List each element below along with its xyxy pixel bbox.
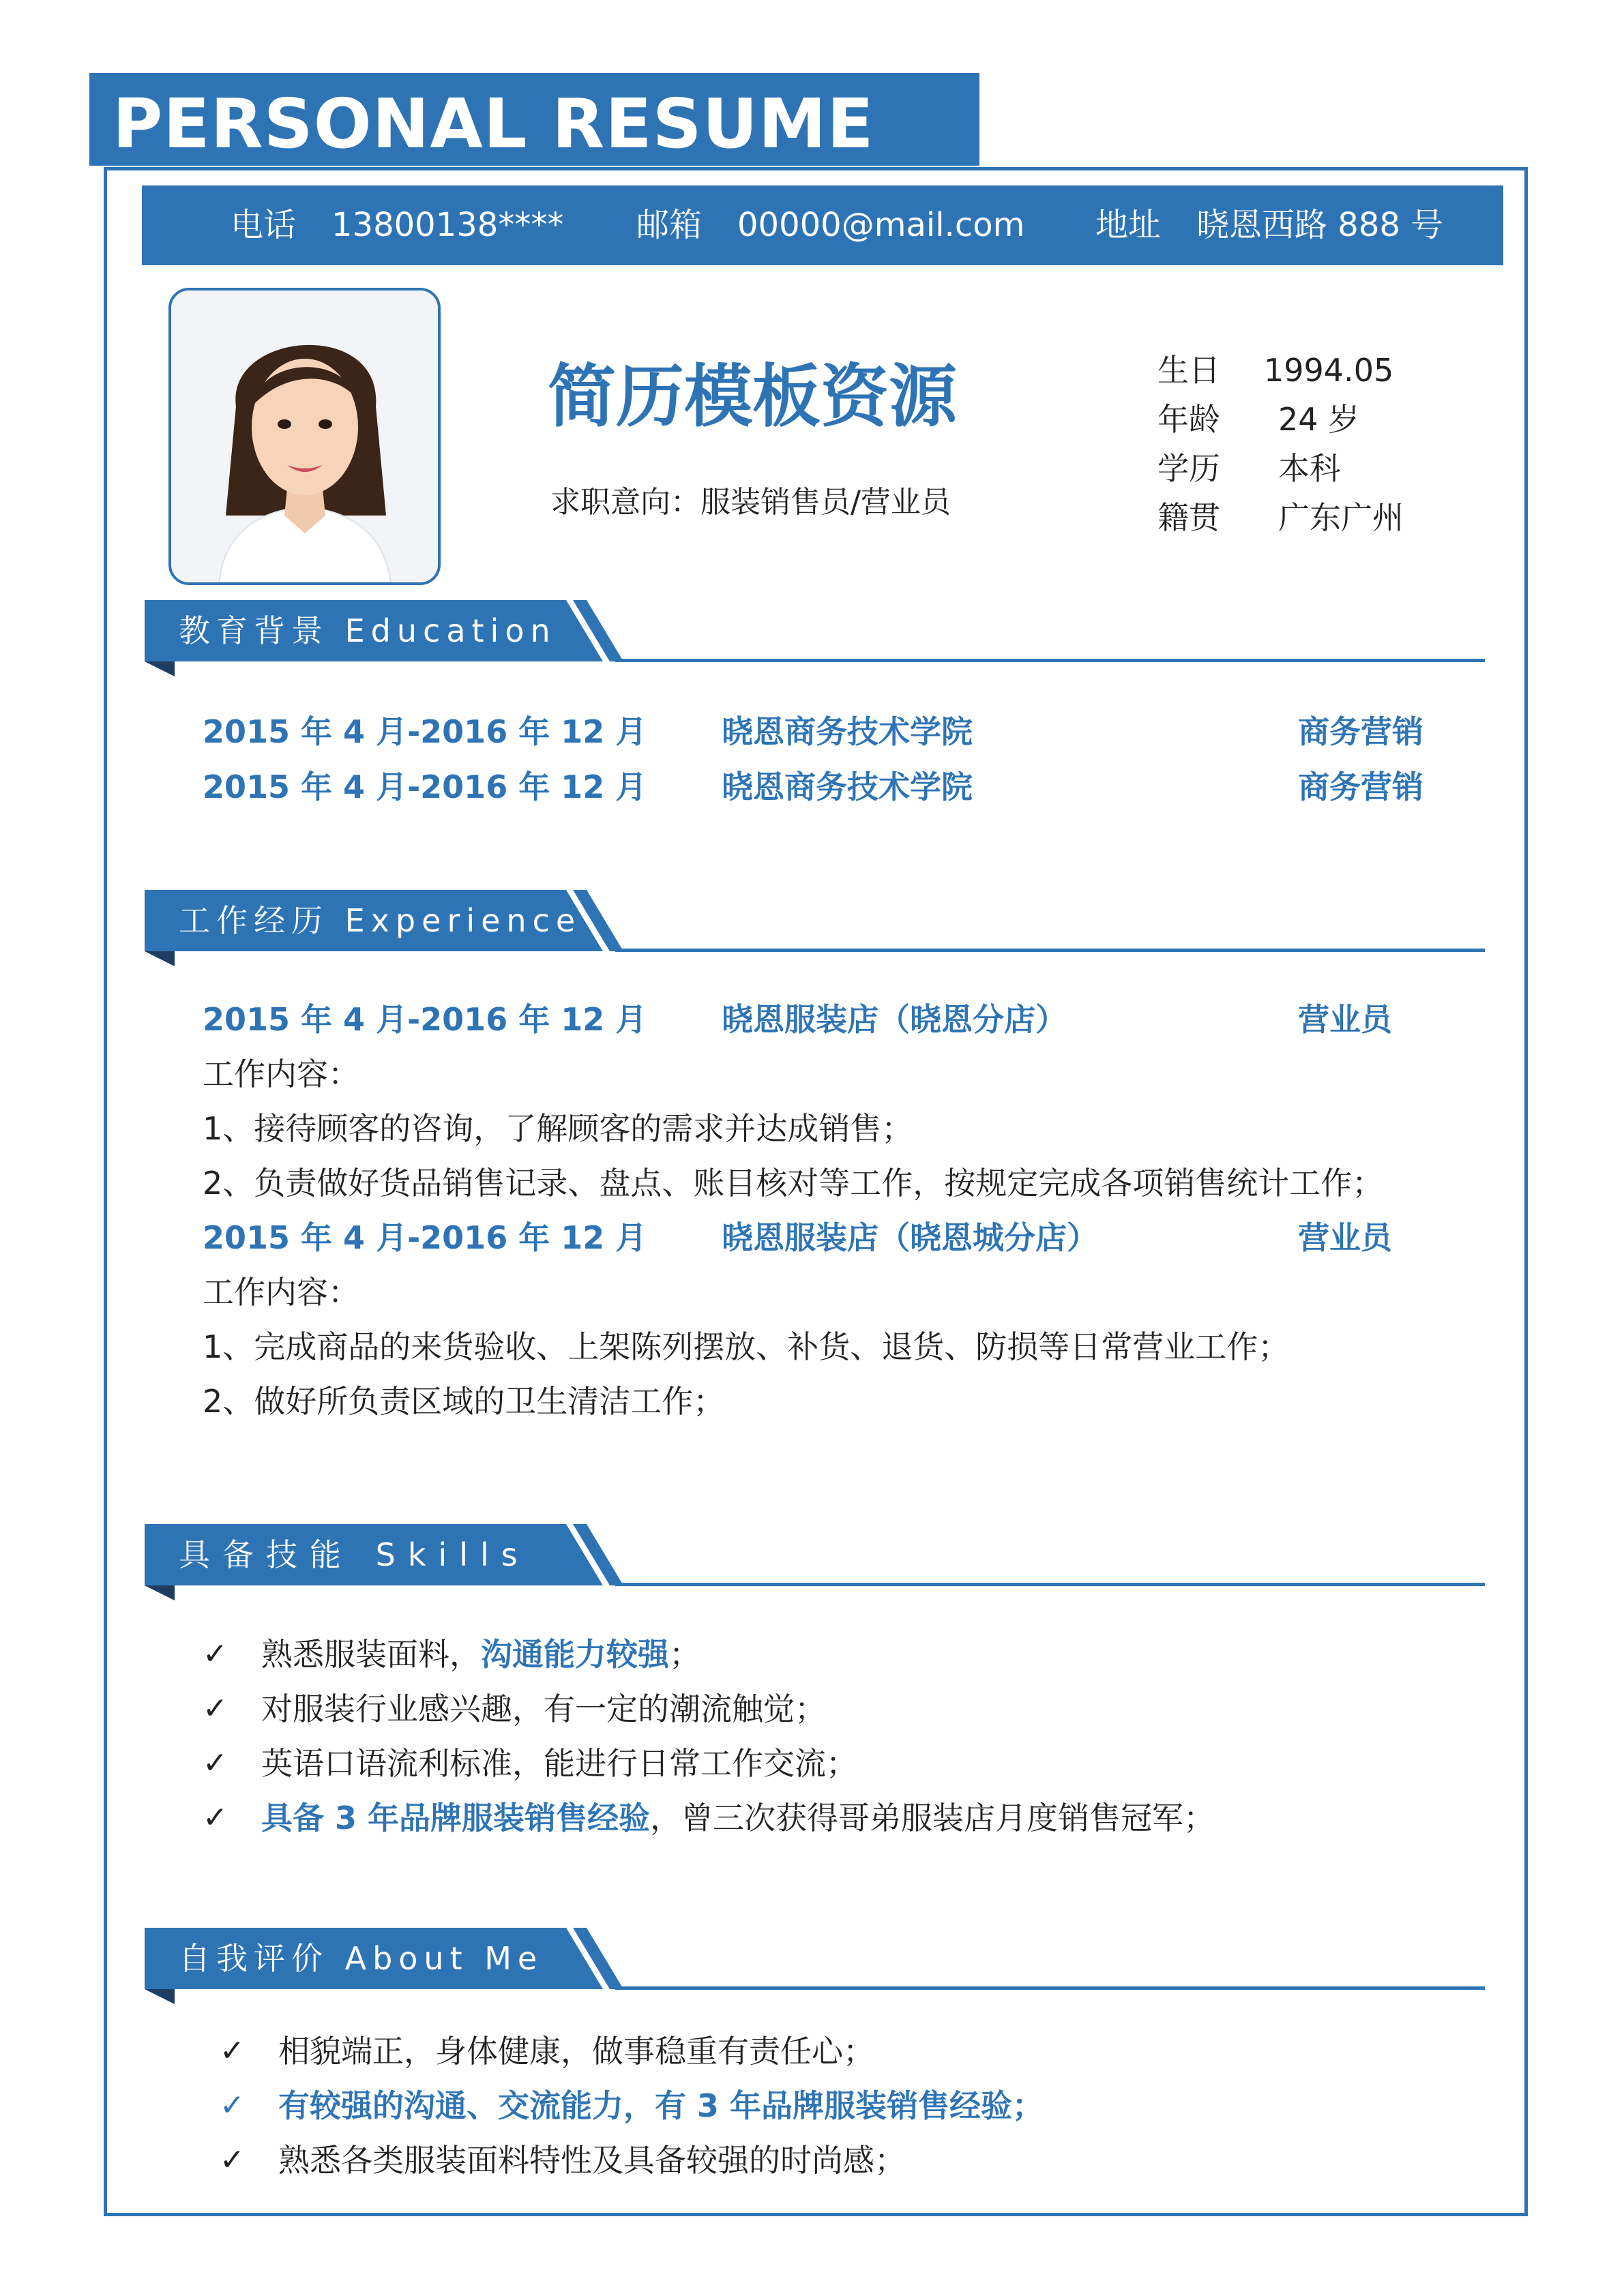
- about-item-1: 相貌端正，身体健康，做事稳重有责任心；: [278, 2033, 874, 2070]
- resume-title: PERSONAL RESUME: [113, 84, 874, 164]
- section-header-education: [145, 600, 1485, 676]
- skill-text: ；: [669, 1636, 700, 1673]
- contact-bar: [142, 185, 1503, 265]
- skill-text: 对服装行业感兴趣，有一定的潮流触觉；: [261, 1690, 826, 1727]
- exp-role-1: 营业员: [1298, 1001, 1392, 1038]
- check-icon: ✓: [220, 2143, 245, 2177]
- skill-item-3: [261, 1743, 857, 1784]
- section-header-about: [145, 1928, 1485, 2004]
- skill-highlight: 具备 3 年品牌服装销售经验: [261, 1800, 651, 1836]
- hometown-value: 广东广州: [1278, 499, 1404, 536]
- skill-item-2: [261, 1688, 826, 1729]
- skill-highlight: 沟通能力较强: [481, 1636, 669, 1673]
- check-icon: ✓: [203, 1637, 228, 1671]
- birth-label: 生日: [1157, 352, 1220, 389]
- exp-company-1: 晓恩服装店（晓恩分店）: [722, 1001, 1067, 1038]
- email-item: [636, 185, 1024, 265]
- email-value: 00000@mail.com: [737, 206, 1025, 244]
- email-label: 邮箱: [636, 206, 703, 244]
- about-item-3: 熟悉各类服装面料特性及具备较强的时尚感；: [278, 2142, 906, 2179]
- phone-label: 电话: [231, 206, 297, 244]
- edu-major-2: 商务营销: [1298, 769, 1423, 805]
- age-value: 24 岁: [1278, 401, 1360, 438]
- phone-item: [231, 185, 563, 265]
- exp-content-label-1: 工作内容：: [203, 1056, 359, 1092]
- exp-period-1: 2015 年 4 月-2016 年 12 月: [203, 1001, 647, 1038]
- check-icon: ✓: [203, 1691, 228, 1726]
- about-item-2: 有较强的沟通、交流能力，有 3 年品牌服装销售经验；: [278, 2087, 1044, 2124]
- address-label: 地址: [1095, 206, 1162, 244]
- skill-text: 熟悉服装面料，: [261, 1636, 481, 1673]
- section-title-experience: 工作经历 Experience: [179, 902, 582, 939]
- section-title-skills: 具备技能 Skills: [179, 1536, 530, 1573]
- exp-duty-2-2: 2、做好所负责区域的卫生清洁工作；: [203, 1383, 725, 1420]
- section-header-skills: [145, 1524, 1485, 1600]
- birth-value: 1994.05: [1264, 352, 1394, 389]
- edu-period-2: 2015 年 4 月-2016 年 12 月: [203, 769, 647, 805]
- exp-duty-1-2: 2、负责做好货品销售记录、盘点、账目核对等工作，按规定完成各项销售统计工作；: [203, 1165, 1384, 1202]
- edu-period-1: 2015 年 4 月-2016 年 12 月: [203, 713, 647, 750]
- check-icon: ✓: [203, 1746, 228, 1780]
- check-icon: ✓: [220, 2088, 245, 2123]
- exp-period-2: 2015 年 4 月-2016 年 12 月: [203, 1219, 647, 1256]
- hometown-label: 籍贯: [1157, 499, 1220, 536]
- job-intent: 求职意向：服装销售员/营业员: [550, 485, 951, 520]
- skill-item-1: [261, 1634, 700, 1675]
- phone-value: 13800138****: [331, 206, 564, 244]
- education-level-value: 本科: [1278, 450, 1341, 487]
- edu-school-1: 晓恩商务技术学院: [722, 713, 973, 750]
- skill-item-4: [261, 1798, 1215, 1838]
- edu-major-1: 商务营销: [1298, 713, 1423, 750]
- section-title-education: 教育背景 Education: [179, 612, 557, 649]
- address-value: 晓恩西路 888 号: [1196, 206, 1444, 244]
- profile-photo-illustration: [171, 290, 438, 582]
- check-icon: ✓: [220, 2033, 245, 2068]
- skill-text: 英语口语流利标准，能进行日常工作交流；: [261, 1745, 857, 1782]
- candidate-name: 简历模板资源: [548, 357, 957, 436]
- address-item: [1095, 185, 1443, 265]
- exp-duty-2-1: 1、完成商品的来货验收、上架陈列摆放、补货、退货、防损等日常营业工作；: [203, 1328, 1290, 1365]
- section-header-experience: [145, 890, 1485, 966]
- skill-text: ，曾三次获得哥弟服装店月度销售冠军；: [650, 1800, 1215, 1836]
- exp-role-2: 营业员: [1298, 1219, 1392, 1256]
- section-title-about: 自我评价 About Me: [179, 1940, 544, 1977]
- exp-duty-1-1: 1、接待顾客的咨询，了解顾客的需求并达成销售；: [203, 1110, 913, 1147]
- edu-school-2: 晓恩商务技术学院: [722, 769, 973, 805]
- exp-content-label-2: 工作内容：: [203, 1274, 359, 1311]
- education-level-label: 学历: [1157, 450, 1220, 487]
- age-label: 年龄: [1157, 401, 1220, 438]
- profile-photo: [168, 288, 441, 585]
- check-icon: ✓: [203, 1800, 228, 1835]
- exp-company-2: 晓恩服装店（晓恩城分店）: [722, 1219, 1098, 1256]
